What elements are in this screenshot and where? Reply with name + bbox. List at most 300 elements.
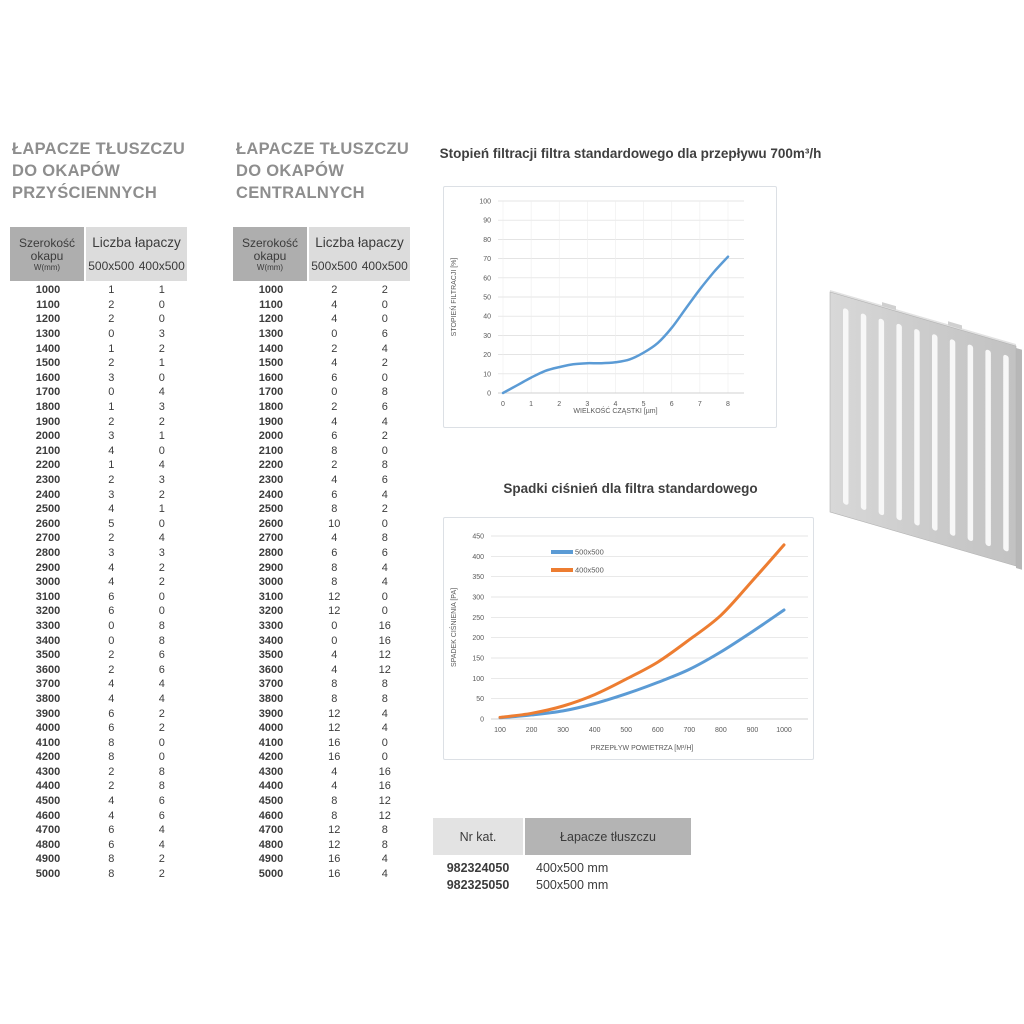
svg-text:450: 450 (472, 533, 484, 541)
table-row (233, 560, 410, 575)
table-row (10, 604, 187, 619)
cell-400x500: 3 (158, 328, 165, 341)
cell-width: 2800 (35, 546, 61, 559)
cell-400x500: 0 (158, 444, 165, 457)
table-row (10, 589, 187, 604)
table-row (10, 458, 187, 473)
cell-400x500: 16 (378, 765, 391, 778)
cell-400x500: 12 (378, 649, 391, 662)
svg-text:1: 1 (529, 401, 534, 408)
table-row (233, 852, 410, 867)
cell-width: 4200 (35, 751, 61, 764)
table-row (10, 794, 187, 809)
table-row (233, 823, 410, 838)
table-row (10, 867, 187, 882)
catalog-rows (433, 859, 691, 893)
cell-width: 2800 (258, 546, 284, 559)
svg-text:300: 300 (557, 727, 569, 734)
cell-width: 4300 (35, 765, 61, 778)
table-row (10, 735, 187, 750)
table-row (233, 779, 410, 794)
cell-400x500: 2 (381, 284, 388, 297)
cell-500x500: 2 (331, 401, 338, 414)
cell-500x500: 6 (108, 590, 115, 603)
cell-500x500: 1 (108, 459, 115, 472)
cell-400x500: 0 (381, 605, 388, 618)
cell-width: 2100 (35, 444, 61, 457)
cell-400x500: 0 (381, 444, 388, 457)
table-row (233, 765, 410, 780)
cell-400x500: 8 (381, 532, 388, 545)
cell-width: 4500 (35, 795, 61, 808)
table-row (10, 531, 187, 546)
cell-width: 4100 (258, 736, 284, 749)
chart-title-filtracja: Stopień filtracji filtra standardowego dla przepływu 700m³/h (439, 146, 822, 161)
cell-width: 2900 (258, 561, 284, 574)
cell-width: 1500 (35, 357, 61, 370)
table-row (233, 604, 410, 619)
cell-400x500: 0 (381, 751, 388, 764)
table-rows (233, 283, 410, 881)
table-row (10, 838, 187, 853)
table-row (10, 487, 187, 502)
cell-400x500: 8 (158, 619, 165, 632)
pressure-drop-line-chart (444, 518, 813, 759)
table-row (233, 633, 410, 648)
table-row (233, 867, 410, 882)
cell-width: 2900 (35, 561, 61, 574)
cell-400x500: 6 (158, 663, 165, 676)
cell-500x500: 4 (331, 765, 338, 778)
cell-width: 1200 (35, 313, 61, 326)
cell-width: 3300 (35, 619, 61, 632)
catalog-header (433, 818, 691, 855)
cell-width: 3300 (258, 619, 284, 632)
cell-width: 1400 (258, 342, 284, 355)
svg-text:50: 50 (483, 294, 491, 302)
cell-500x500: 12 (328, 824, 341, 837)
cell-400x500: 2 (381, 430, 388, 443)
cell-500x500: 4 (331, 415, 338, 428)
table-row (233, 589, 410, 604)
section-title-line: CENTRALNYCH (236, 184, 365, 202)
catalog-number: 982324050 (446, 860, 510, 875)
table-row (233, 546, 410, 561)
cell-400x500: 0 (381, 590, 388, 603)
cell-500x500: 1 (108, 401, 115, 414)
cell-width: 4500 (258, 795, 284, 808)
header-text: okapu (253, 248, 287, 263)
table-row (10, 823, 187, 838)
cell-500x500: 6 (331, 371, 338, 384)
cell-width: 3400 (35, 634, 61, 647)
table-row (10, 356, 187, 371)
table-row (10, 692, 187, 707)
cell-500x500: 0 (331, 328, 338, 341)
cell-400x500: 4 (158, 824, 165, 837)
table-row (233, 619, 410, 634)
table-row (10, 327, 187, 342)
cell-width: 2200 (258, 459, 284, 472)
table-row (233, 575, 410, 590)
cell-width: 4600 (258, 809, 284, 822)
cell-400x500: 6 (381, 328, 388, 341)
filter-side-edge (1016, 348, 1022, 570)
cell-400x500: 0 (158, 313, 165, 326)
cell-500x500: 8 (331, 444, 338, 457)
filtration-line-chart (444, 187, 776, 427)
cell-400x500: 0 (381, 313, 388, 326)
cell-400x500: 4 (158, 532, 165, 545)
header-text: okapu (30, 248, 64, 263)
cell-500x500: 3 (108, 546, 115, 559)
cell-500x500: 6 (108, 722, 115, 735)
cell-500x500: 4 (108, 692, 115, 705)
cell-400x500: 4 (381, 488, 388, 501)
cell-400x500: 4 (381, 707, 388, 720)
cell-width: 3800 (258, 692, 284, 705)
svg-text:30: 30 (483, 332, 491, 340)
table-row (233, 429, 410, 444)
cell-width: 4800 (35, 838, 61, 851)
table-row (10, 808, 187, 823)
cell-400x500: 3 (158, 474, 165, 487)
cell-400x500: 2 (158, 342, 165, 355)
cell-400x500: 16 (378, 780, 391, 793)
cell-500x500: 4 (108, 678, 115, 691)
cell-400x500: 1 (158, 357, 165, 370)
table-row (10, 312, 187, 327)
svg-text:400: 400 (472, 553, 484, 561)
cell-500x500: 4 (331, 298, 338, 311)
column-header-liczba-lapaczy (86, 227, 187, 281)
table-row (10, 341, 187, 356)
section-title-line: PRZYŚCIENNYCH (12, 184, 158, 202)
header-text: Szerokość (241, 235, 299, 250)
table-row (10, 721, 187, 736)
cell-500x500: 3 (108, 371, 115, 384)
cell-width: 3200 (258, 605, 284, 618)
cell-500x500: 4 (331, 649, 338, 662)
cell-width: 1100 (259, 298, 283, 311)
table-row (10, 444, 187, 459)
cell-width: 5000 (35, 868, 61, 881)
cell-width: 1300 (258, 328, 284, 341)
svg-text:0: 0 (501, 401, 505, 408)
cell-width: 4900 (35, 853, 61, 866)
cell-width: 2200 (35, 459, 61, 472)
cell-width: 4600 (35, 809, 61, 822)
svg-text:80: 80 (483, 236, 491, 244)
cell-width: 1700 (35, 386, 61, 399)
cell-500x500: 4 (331, 780, 338, 793)
section-title-line: DO OKAPÓW (12, 162, 121, 180)
cell-500x500: 4 (108, 444, 115, 457)
header-text: Szerokość (18, 235, 76, 250)
cell-width: 4000 (258, 722, 284, 735)
cell-400x500: 4 (158, 678, 165, 691)
table-header (233, 227, 410, 281)
cell-500x500: 8 (331, 795, 338, 808)
catalog-table (433, 818, 691, 893)
cell-500x500: 8 (108, 751, 115, 764)
cell-400x500: 0 (381, 517, 388, 530)
cell-width: 3100 (35, 590, 61, 603)
cell-500x500: 0 (108, 386, 115, 399)
svg-text:700: 700 (683, 727, 696, 734)
svg-text:150: 150 (472, 655, 484, 663)
cell-width: 1300 (35, 328, 61, 341)
cell-width: 3400 (258, 634, 284, 647)
section-title-line: ŁAPACZE TŁUSZCZU (236, 140, 410, 158)
cell-500x500: 2 (108, 357, 115, 370)
cell-400x500: 4 (158, 386, 165, 399)
cell-width: 4700 (35, 824, 61, 837)
cell-400x500: 0 (158, 736, 165, 749)
chart-spadki-cisnien (443, 517, 814, 760)
cell-500x500: 2 (108, 765, 115, 778)
cell-500x500: 0 (331, 619, 338, 632)
cell-width: 2400 (35, 488, 61, 501)
cell-width: 3200 (35, 605, 61, 618)
cell-width: 2300 (258, 474, 284, 487)
cell-width: 4300 (258, 765, 284, 778)
cell-400x500: 4 (381, 722, 388, 735)
cell-500x500: 3 (108, 430, 115, 443)
cell-500x500: 2 (108, 780, 115, 793)
cell-500x500: 10 (328, 517, 341, 530)
table-row (10, 750, 187, 765)
table-row (10, 662, 187, 677)
header-text: Liczba łapaczy (315, 235, 404, 251)
svg-text:PRZEPŁYW POWIETRZA [M³/H]: PRZEPŁYW POWIETRZA [M³/H] (590, 745, 694, 752)
table-row (233, 458, 410, 473)
table-row (10, 852, 187, 867)
catalog-size: 500x500 mm (536, 877, 609, 892)
table-row (10, 517, 187, 532)
cell-400x500: 0 (158, 298, 165, 311)
svg-text:800: 800 (715, 727, 727, 734)
cell-500x500: 4 (331, 663, 338, 676)
svg-text:600: 600 (651, 727, 664, 734)
svg-text:40: 40 (483, 313, 491, 321)
cell-width: 1400 (35, 342, 61, 355)
cell-500x500: 8 (331, 678, 338, 691)
cell-width: 4000 (35, 722, 61, 735)
svg-text:50: 50 (476, 696, 484, 704)
table-przyscienne (10, 227, 187, 881)
cell-width: 1200 (258, 313, 284, 326)
cell-400x500: 0 (381, 298, 388, 311)
svg-text:SPADEK CIŚNIENIA [PA]: SPADEK CIŚNIENIA [PA] (451, 587, 458, 668)
svg-text:3: 3 (585, 401, 590, 408)
cell-500x500: 4 (331, 313, 338, 326)
svg-text:100: 100 (494, 727, 506, 734)
table-row (10, 677, 187, 692)
svg-text:900: 900 (746, 727, 759, 734)
table-rows (10, 283, 187, 881)
cell-400x500: 8 (381, 459, 388, 472)
cell-500x500: 0 (108, 619, 115, 632)
cell-width: 1900 (35, 415, 61, 428)
section-title-line: ŁAPACZE TŁUSZCZU (12, 140, 186, 158)
cell-400x500: 6 (381, 474, 388, 487)
cell-400x500: 2 (158, 415, 165, 428)
cell-400x500: 0 (158, 517, 165, 530)
cell-500x500: 6 (108, 707, 115, 720)
cell-500x500: 16 (328, 868, 341, 881)
cell-500x500: 0 (108, 328, 115, 341)
cell-500x500: 1 (108, 284, 115, 297)
cell-width: 4200 (258, 751, 284, 764)
table-row (10, 429, 187, 444)
table-row (233, 371, 410, 386)
cell-width: 3500 (258, 649, 284, 662)
chart-title-spadki: Spadki ciśnień dla filtra standardowego (503, 481, 758, 496)
cell-500x500: 8 (331, 561, 338, 574)
svg-text:20: 20 (483, 352, 491, 360)
cell-width: 2100 (258, 444, 284, 457)
cell-500x500: 1 (108, 342, 115, 355)
table-row (233, 517, 410, 532)
cell-400x500: 6 (158, 649, 165, 662)
table-row (10, 298, 187, 313)
svg-text:0: 0 (480, 716, 484, 724)
cell-400x500: 1 (158, 430, 165, 443)
svg-text:400: 400 (588, 727, 601, 734)
cell-500x500: 12 (328, 722, 341, 735)
cell-width: 5000 (258, 868, 284, 881)
cell-400x500: 12 (378, 663, 391, 676)
cell-400x500: 4 (158, 459, 165, 472)
cell-width: 1000 (35, 284, 61, 297)
table-row (233, 692, 410, 707)
cell-width: 3600 (35, 663, 61, 676)
section-title-przyscienne (12, 138, 185, 204)
cell-400x500: 8 (381, 824, 388, 837)
table-row (233, 341, 410, 356)
cell-500x500: 5 (108, 517, 115, 530)
header-text: Liczba łapaczy (92, 235, 181, 251)
cell-500x500: 6 (331, 430, 338, 443)
cell-width: 2700 (258, 532, 284, 545)
cell-500x500: 8 (108, 853, 115, 866)
table-row (233, 312, 410, 327)
cell-500x500: 16 (328, 853, 341, 866)
column-header-400x500: 400x500 (138, 258, 185, 273)
svg-text:100: 100 (479, 198, 491, 206)
table-row (233, 721, 410, 736)
table-row (10, 706, 187, 721)
cell-400x500: 8 (381, 678, 388, 691)
table-row (10, 575, 187, 590)
cell-400x500: 16 (378, 619, 391, 632)
cell-400x500: 8 (158, 634, 165, 647)
table-row (10, 619, 187, 634)
cell-width: 3500 (35, 649, 61, 662)
column-header-400x500: 400x500 (361, 258, 408, 273)
cell-500x500: 2 (331, 342, 338, 355)
section-title-centralne (236, 138, 409, 204)
chart-filtracja (443, 186, 777, 428)
cell-width: 3000 (258, 576, 284, 589)
cell-400x500: 4 (381, 415, 388, 428)
cell-400x500: 2 (158, 868, 165, 881)
cell-500x500: 4 (108, 795, 115, 808)
svg-text:WIELKOŚĆ CZĄSTKI [µm]: WIELKOŚĆ CZĄSTKI [µm] (573, 408, 658, 415)
table-row (233, 356, 410, 371)
cell-500x500: 6 (331, 488, 338, 501)
table-row (233, 400, 410, 415)
table-row (10, 560, 187, 575)
table-row (233, 838, 410, 853)
cell-400x500: 6 (381, 546, 388, 559)
table-header (10, 227, 187, 281)
catalog-row (433, 859, 691, 876)
cell-400x500: 8 (158, 780, 165, 793)
column-header-500x500: 500x500 (88, 258, 135, 273)
cell-width: 3900 (258, 707, 284, 720)
cell-500x500: 6 (108, 605, 115, 618)
cell-400x500: 8 (381, 386, 388, 399)
cell-500x500: 2 (108, 298, 115, 311)
header-text: W(mm) (256, 262, 284, 272)
cell-width: 3900 (35, 707, 61, 720)
column-header-szerokosc-okapu (10, 227, 84, 281)
cell-width: 2000 (35, 430, 61, 443)
cell-width: 3000 (35, 576, 61, 589)
svg-text:5: 5 (641, 401, 646, 408)
cell-500x500: 4 (108, 561, 115, 574)
cell-500x500: 2 (108, 649, 115, 662)
cell-width: 2000 (258, 430, 284, 443)
cell-width: 3100 (258, 590, 284, 603)
table-row (233, 677, 410, 692)
cell-400x500: 8 (158, 765, 165, 778)
cell-500x500: 8 (108, 868, 115, 881)
cell-500x500: 8 (331, 692, 338, 705)
cell-width: 2400 (258, 488, 284, 501)
cell-400x500: 0 (158, 751, 165, 764)
cell-400x500: 4 (381, 868, 388, 881)
section-title-line: DO OKAPÓW (236, 162, 345, 180)
svg-text:500: 500 (620, 727, 633, 734)
table-row (233, 735, 410, 750)
table-row (10, 400, 187, 415)
cell-400x500: 8 (381, 692, 388, 705)
table-row (233, 298, 410, 313)
table-row (10, 765, 187, 780)
cell-500x500: 4 (108, 576, 115, 589)
cell-500x500: 16 (328, 751, 341, 764)
table-row (10, 385, 187, 400)
table-row (233, 808, 410, 823)
cell-500x500: 2 (108, 532, 115, 545)
catalog-number: 982325050 (446, 877, 510, 892)
cell-400x500: 8 (381, 838, 388, 851)
cell-500x500: 2 (108, 474, 115, 487)
cell-500x500: 2 (108, 313, 115, 326)
cell-500x500: 12 (328, 707, 341, 720)
svg-text:6: 6 (669, 401, 674, 408)
cell-width: 4700 (258, 824, 284, 837)
cell-width: 2500 (258, 503, 284, 516)
cell-500x500: 4 (108, 503, 115, 516)
catalog-header-nr-kat: Nr kat. (433, 818, 523, 855)
table-row (10, 473, 187, 488)
table-row (233, 502, 410, 517)
cell-400x500: 4 (381, 342, 388, 355)
